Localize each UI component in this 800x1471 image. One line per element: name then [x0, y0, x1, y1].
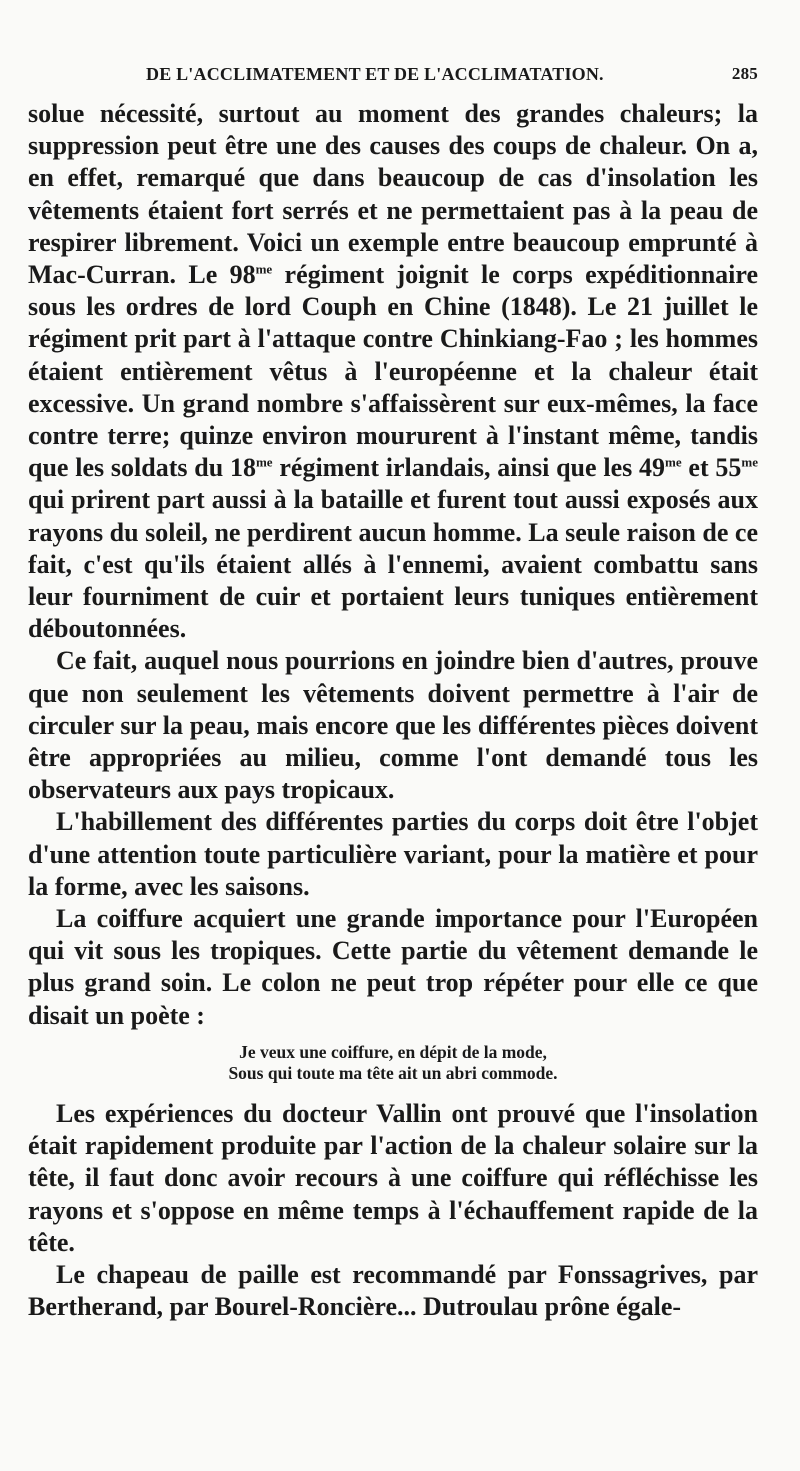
running-title: DE L'ACCLIMATEMENT ET DE L'ACCLIMATATION. [146, 64, 604, 84]
paragraph-1-part-e: qui prirent part aussi à la bataille et furent tout aussi exposés aux rayons du soleil, ne perdirent aucun homme. La seule raison de ce fait, c'est qu'ils étaient allés à l'ennemi, avaient combattu sans leur fourniment de cuir et portaient leurs tuniques entièrement déboutonnées. [28, 485, 758, 644]
book-page [28, 50, 758, 1323]
paragraph-1 [28, 98, 758, 645]
paragraph-2: Ce fait, auquel nous pourrions en joindre bien d'autres, prouve que non seulement les vêtements doivent permettre à l'air de circuler sur la peau, mais encore que les différentes pièces doivent être appropriées au milieu, comme l'ont demandé tous les observateurs aux pays tropicaux. [28, 646, 758, 805]
paragraph-1-part-d: et 55 [681, 453, 742, 483]
superscript-me: me [741, 454, 758, 470]
running-header [28, 50, 758, 90]
superscript-me: me [255, 261, 273, 277]
paragraph-3: L'habillement des différentes parties du corps doit être l'objet d'une attention toute particulière variant, pour la matière et pour la forme, avec les saisons. [28, 807, 758, 901]
paragraph-4: La coiffure acquiert une grande importance pour l'Européen qui vit sous les tropiques. Cette partie du vêtement demande le plus grand soin. Le colon ne peut trop répéter pour elle ce que disait un poète : [28, 904, 758, 1030]
verse-line-2: Sous qui toute ma tête ait un abri commode. [228, 1062, 558, 1083]
verse-line-1: Je veux une coiffure, en dépit de la mode, [239, 1041, 547, 1062]
paragraph-1-part-c: régiment irlandais, ainsi que les 49 [272, 453, 666, 483]
superscript-me: me [255, 454, 273, 470]
paragraph-6: Le chapeau de paille est recommandé par Fonssagrives, par Bertherand, par Bourel-Roncière... Dutroulau prône égale- [28, 1259, 758, 1322]
verse-quote [28, 1042, 758, 1084]
paragraph-1-part-b: régiment joignit le corps expéditionnaire sous les ordres de lord Couph en Chine (1848). Le 21 juillet le régiment prit part à l'attaque contre Chinkiang-Fao ; les hommes étaient entièrement vêtus à l'européenne et la chaleur était excessive. Un grand nombre s'affaissèrent sur eux-mêmes, la face contre terre; quinze environ moururent à l'instant même, tandis que les soldats du 18 [28, 260, 758, 483]
body-text [28, 98, 758, 1323]
superscript-me: me [665, 454, 682, 470]
paragraph-1-part-a: solue nécessité, surtout au moment des grandes chaleurs; la suppression peut être une des causes des coups de chaleur. On a, en effet, remarqué que dans beaucoup de cas d'insolation les vêtements étaient fort serrés et ne permettaient pas à la peau de respirer librement. Voici un exemple entre beaucoup emprunté à Mac-Curran. Le 98 [28, 99, 758, 290]
paragraph-5: Les expériences du docteur Vallin ont prouvé que l'insolation était rapidement produite par l'action de la chaleur solaire sur la tête, il faut donc avoir recours à une coiffure qui réfléchisse les rayons et s'oppose en même temps à l'échauffement rapide de la tête. [28, 1098, 758, 1257]
page-number: 285 [731, 64, 758, 83]
